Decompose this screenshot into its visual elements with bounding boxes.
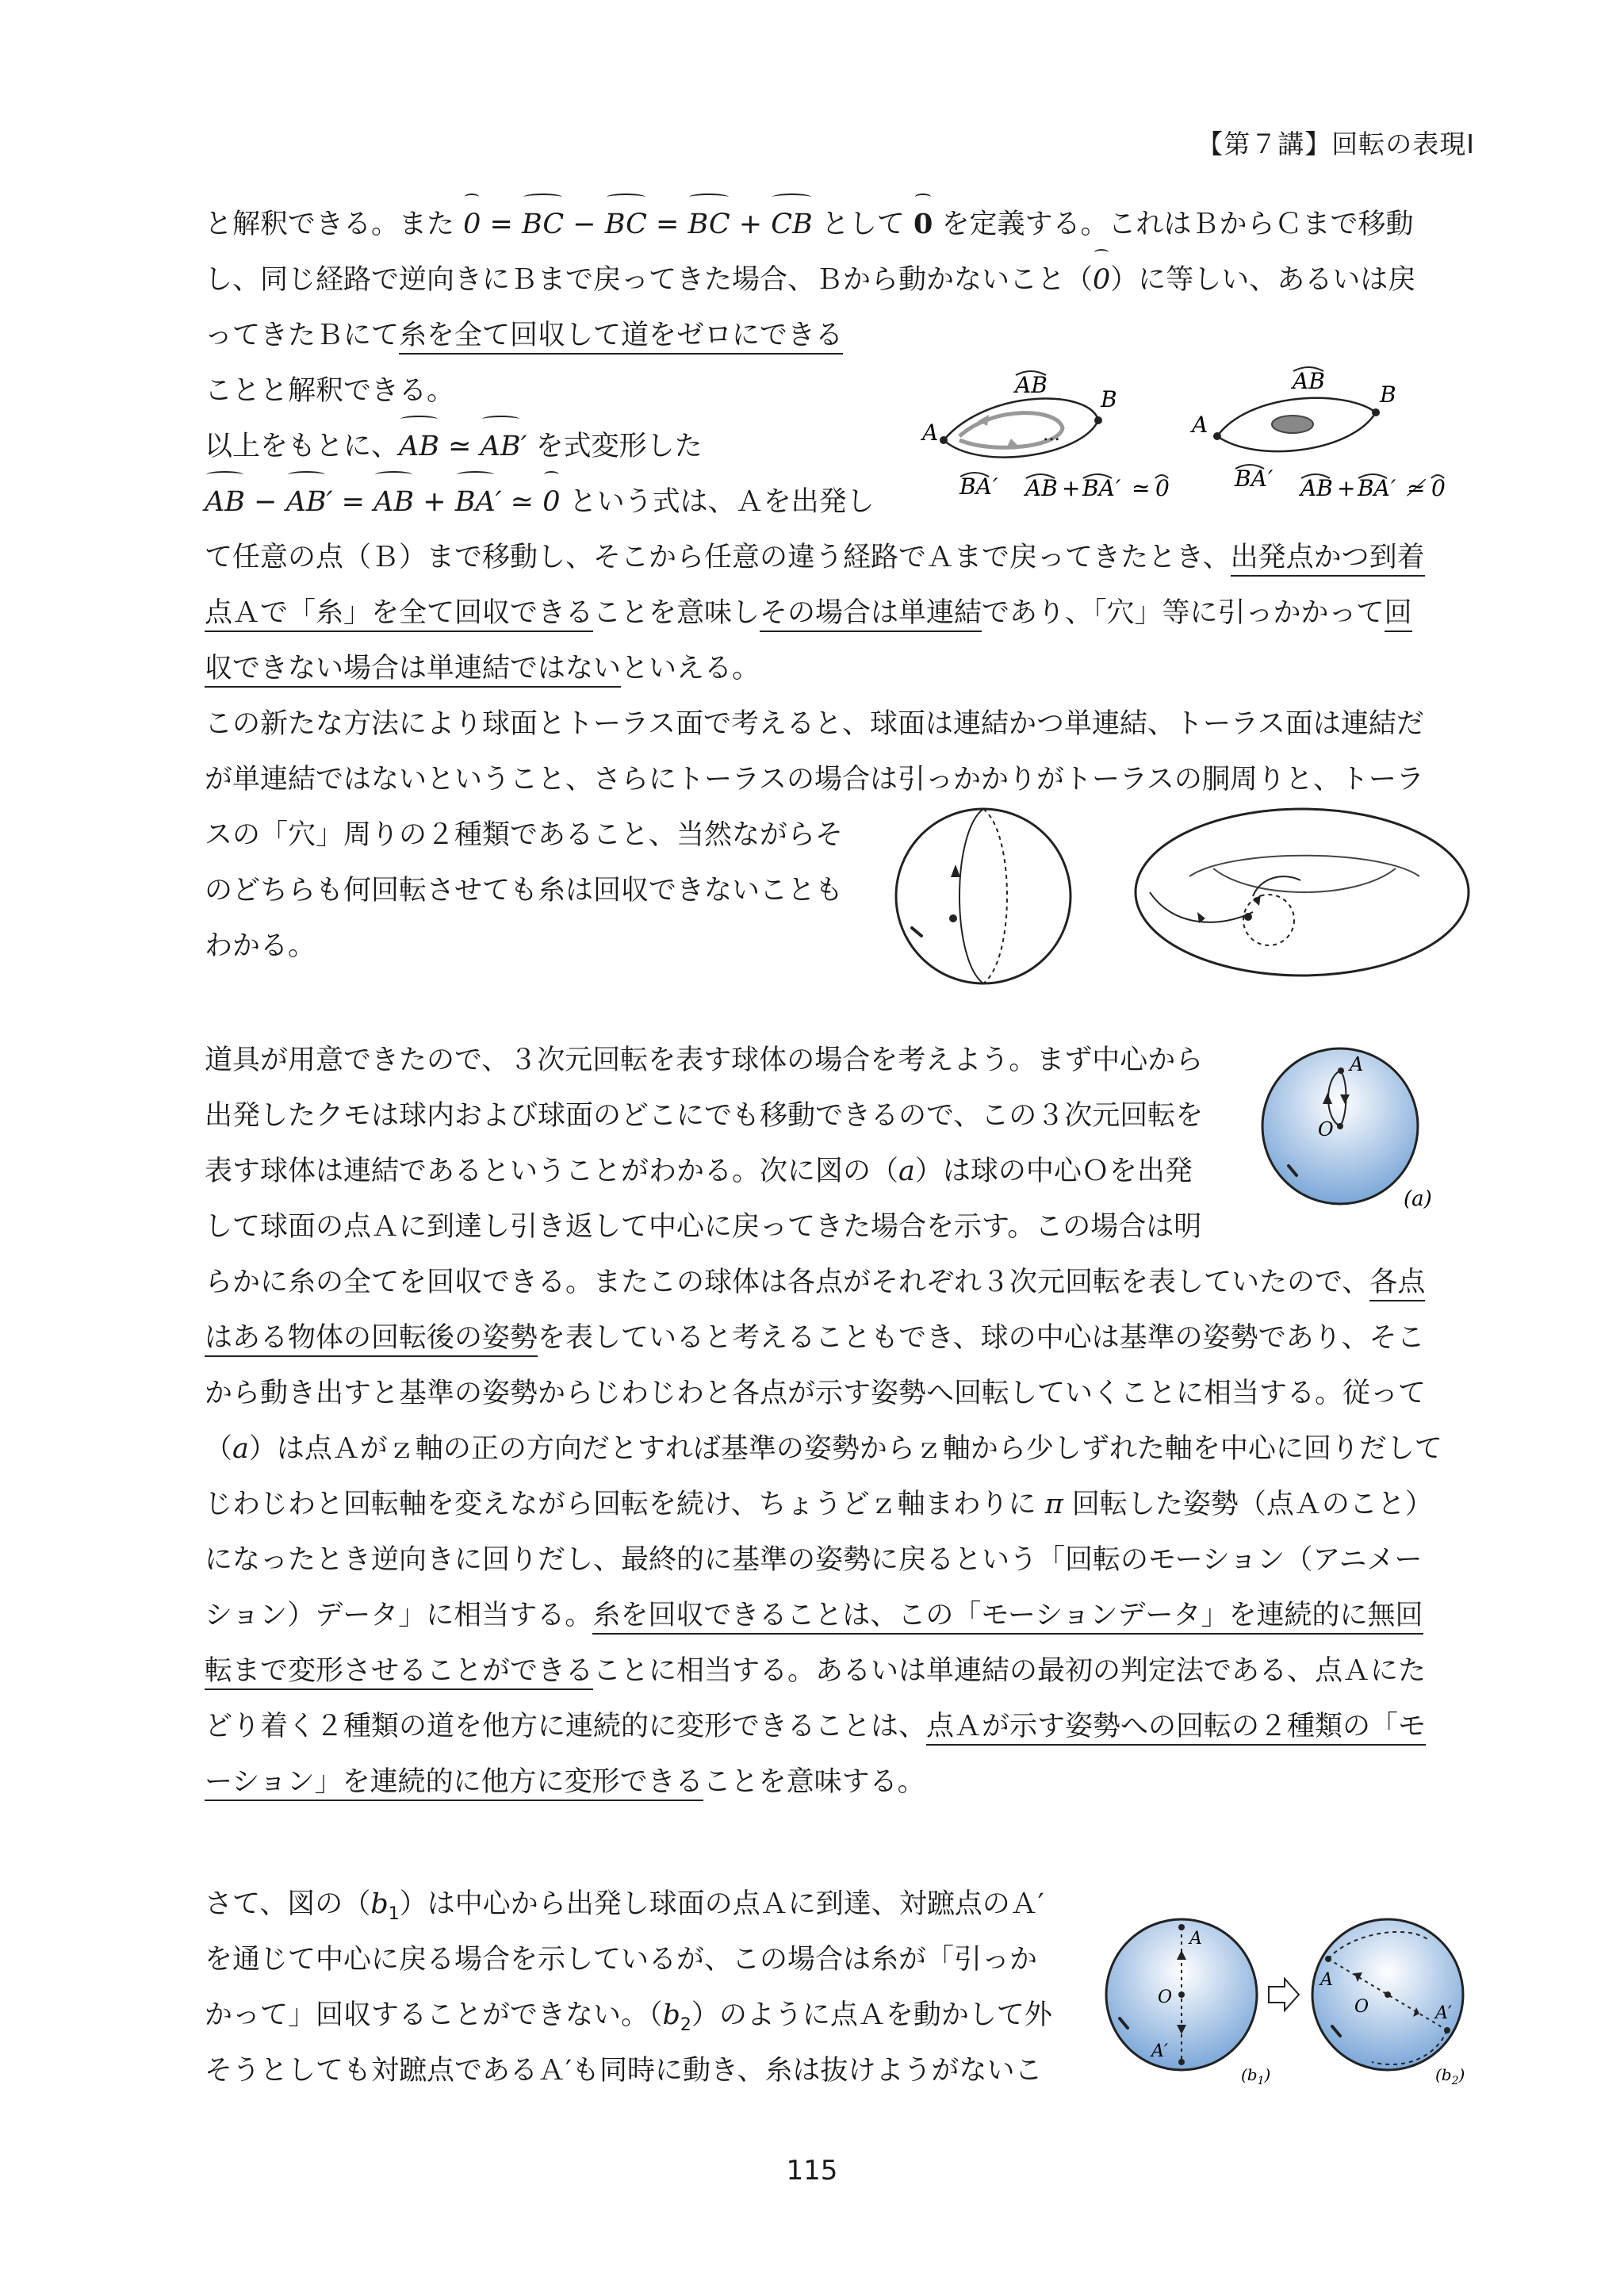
svg-text:′: ′ [1391,475,1396,501]
svg-text:AB: AB [1015,372,1048,398]
svg-text:A: A [922,420,939,446]
svg-text:B: B [1101,386,1117,412]
svg-text:0: 0 [1431,475,1446,501]
underlined-phrase: 収できない場合は単連結ではない [205,653,621,688]
svg-text:(a): (a) [1404,1187,1432,1211]
svg-text:BA: BA [959,473,992,500]
svg-text:AB: AB [1300,475,1333,501]
underlined-phrase: 転まで変形させることができる [205,1655,593,1690]
hole-icon [1272,416,1313,433]
svg-text:…: … [1043,425,1060,445]
svg-text:+: + [1062,475,1081,501]
underlined-phrase: 糸を全て回収して道をゼロにできる [399,320,843,355]
ball-figure-b [1102,1915,1475,2089]
underlined-phrase: 糸を回収できることは、この「モーションデータ」を連続的に無回 [592,1600,1423,1635]
svg-text:′: ′ [1116,475,1121,501]
svg-text:O: O [1354,1997,1369,2017]
ball-b1 [1106,1919,1270,2086]
svg-text:BA: BA [1235,466,1267,492]
paragraph-simply-connected: と解釈できる。また 0 = BC − BC = BC + CB として 0 を定義する。これはＢからＣまで移動 し、同じ経路で逆向きにＢまで戻ってきた場合、Ｂから動かないこと（0）に等しい、あるいは戻 ってきたＢにて糸を全て回収して道をゼロにできる ことと解釈できる。 以上をもとに、AB ≃ AB′ を式変形した AB − AB′ = AB + BA′ ≃ 0 という式は、Ａを出発し て任意の点（Ｂ）まで移動し、そこから任意の違う経路でＡまで戻ってきたとき、出発点かつ到着 点Ａで「糸」を全て回収できることを意味しその場合は単連結であり、「穴」等に引っかかって回 収できない場合は単連結ではないといえる。 [205,197,1425,696]
svg-text:′: ′ [993,473,998,500]
svg-text:A: A [1192,412,1208,438]
contractible-loop [920,371,1170,501]
svg-text:AB: AB [1025,475,1058,501]
ball-figure-a [1261,1047,1451,1221]
page-header: 【第７講】回転の表現Ⅰ [1197,128,1475,159]
svg-text:A′: A′ [1151,2041,1168,2061]
svg-text:O: O [1158,1987,1173,2007]
underlined-phrase: 各点 [1369,1267,1425,1301]
svg-text:A: A [1350,1053,1364,1075]
underlined-phrase: 出発点かつ到着 [1231,542,1425,577]
underlined-phrase: ーション」を連続的に他方に変形できる [205,1766,703,1801]
svg-text:A: A [1320,1970,1333,1990]
svg-text:(b1): $(b_1)$ [1241,2065,1271,2086]
svg-text:BA: BA [1358,475,1390,501]
arrow-right-icon [1269,1979,1299,2010]
ball-b2 [1312,1919,1465,2086]
svg-text:′: ′ [1268,466,1274,492]
underlined-phrase: はある物体の回転後の姿勢 [205,1322,538,1357]
svg-text:≃: ≃ [1132,475,1151,501]
svg-text:≄: ≄ [1407,475,1426,501]
underlined-phrase: 点Ａで「糸」を全て回収できる [205,597,593,632]
svg-text:A: A [1189,1929,1202,1949]
torus-diagram [1136,809,1469,976]
sphere-diagram [896,809,1071,983]
svg-text:AB: AB [1293,368,1325,394]
svg-text:(b2): $(b_2)$ [1435,2065,1465,2086]
underlined-phrase: 点Ａが示す姿勢への回転の２種類の「モ [926,1711,1426,1746]
underlined-phrase: 回 [1385,597,1412,632]
svg-text:BA: BA [1082,475,1115,501]
sphere-torus-figure [888,801,1475,995]
path-diagram [900,361,1479,515]
svg-text:O: O [1318,1118,1334,1140]
underlined-phrase: その場合は単連結 [760,597,982,632]
svg-text:B: B [1380,381,1396,408]
paragraph-rotation-ball: 道具が用意できたので、３次元回転を表す球体の場合を考えよう。まず中心から 出発したクモは球内および球面のどこにでも移動できるので、この３次元回転を 表す球体は連結であるということがわかる。次に図の（a）は球の中心Ｏを出発 して球面の点Ａに到達し引き返して中心に戻ってきた場合を示す。この場合は明 らかに糸の全てを回収できる。またこの球体は各点がそれぞれ３次元回転を表していたので、各点 はある物体の回転後の姿勢を表していると考えることもでき、球の中心は基準の姿勢であり、そこ から動き出すと基準の姿勢からじわじわと各点が示す姿勢へ回転していくことに相当する。従って （a）は点Ａがｚ軸の正の方向だとすれば基準の姿勢からｚ軸から少しずれた軸を中心に回りだして じわじわと回転軸を変えながら回転を続け、ちょうどｚ軸まわりに π 回転した姿勢（点Ａのこと） になったとき逆向きに回りだし、最終的に基準の姿勢に戻るという「回転のモーション（アニメー ション）データ」に相当する。糸を回収できることは、この「モーションデータ」を連続的に無回 転まで変形させることができることに相当する。あるいは単連結の最初の判定法である、点Ａにた どり着く２種類の道を他方に連続的に変形できることは、点Ａが示す姿勢への回転の２種類の「モ ーション」を連続的に他方に変形できることを意味する。 [205,1033,1442,1810]
svg-text:+: + [1337,475,1356,501]
svg-text:0: 0 [1155,475,1170,501]
svg-text:A′: A′ [1435,2003,1452,2023]
page-number: 115 [786,2155,838,2187]
paragraph-sphere-torus: この新たな方法により球面とトーラス面で考えると、球面は連結かつ単連結、トーラス面は連結だ が単連結ではないということ、さらにトーラスの場合は引っかかりがトーラスの胴周りと、トーラ スの「穴」周りの２種類であること、当然ながらそ のどちらも何回転させても糸は回収できないことも わかる。 [205,708,1424,962]
paragraph-antipodal: さて、図の$(b_1)$は中心から出発し球面の点Ａに到達、対蹠点のＡ′ を通じて中心に戻る場合を示しているが、この場合は糸が「引っか かって」回収することができない。$(b_2)$のように点Ａを動かして外 そうとしても対蹠点であるＡ′も同時に動き、糸は抜けようがないこ [205,1888,1052,2087]
non-contractible-loop [1189,367,1446,501]
